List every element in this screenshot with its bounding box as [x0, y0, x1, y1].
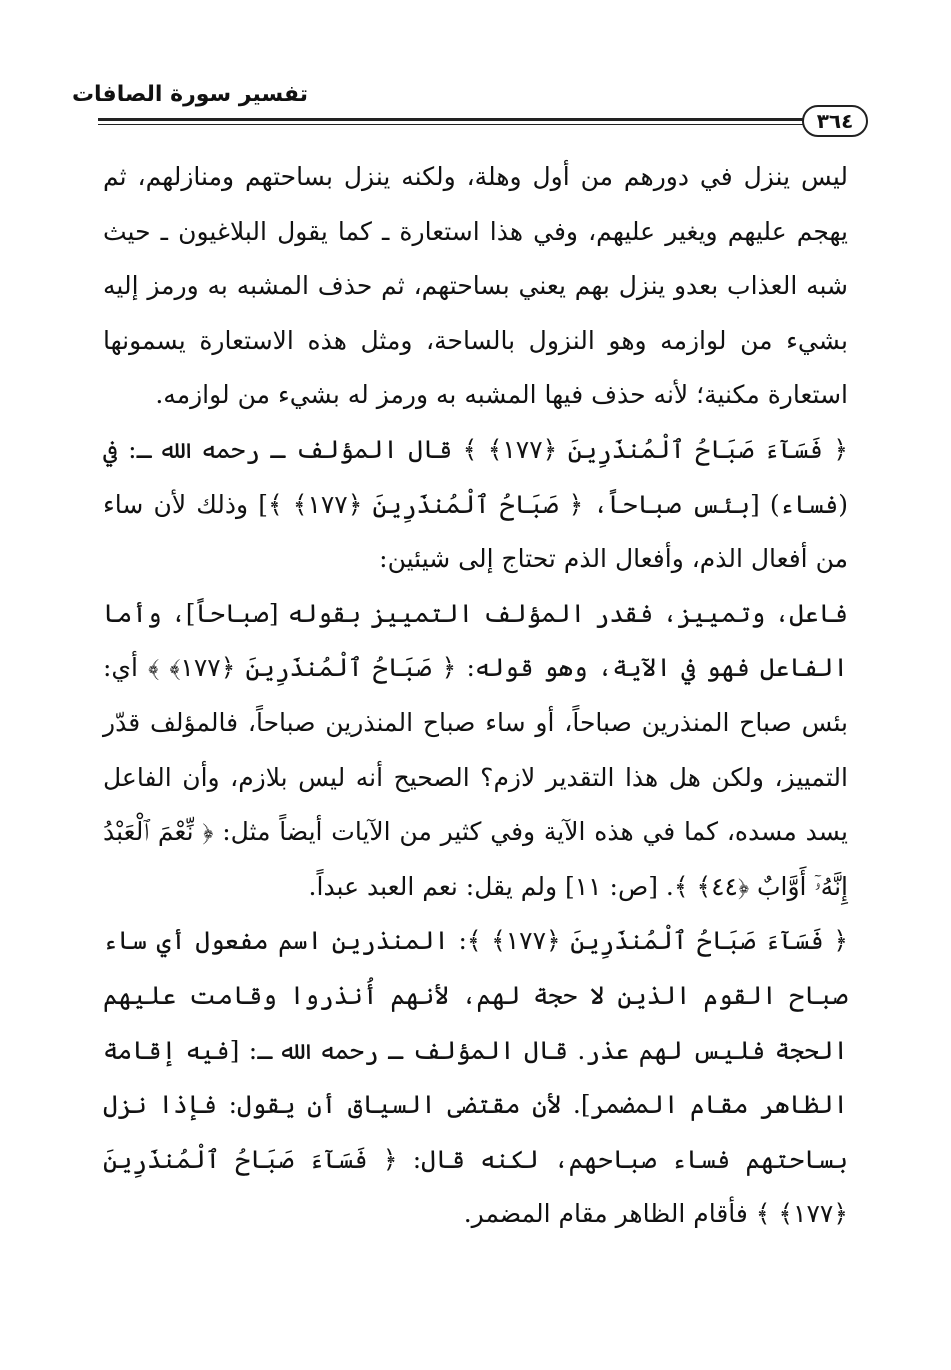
- paragraph: ليس ينزل في دورهم من أول وهلة، ولكنه ينزل بساحتهم ومنازلهم، ثم يهجم عليهم ويغير عليهم، وفي هذا استعارة ـ كما يقول البلاغيون ـ حيث شبه العذاب بعدو ينزل بهم يعني بساحتهم، ثم حذف المشبه به ورمز إليه بشيء من لوازمه وهو النزول بالساحة، ومثل هذه الاستعارة يسمونها استعارة مكنية؛ لأنه حذف فيها المشبه به ورمز له بشيء من لوازمه.: [103, 162, 848, 410]
- running-title: تفسير سورة الصافات: [71, 82, 308, 107]
- header-rule-thin: [98, 124, 806, 125]
- paragraph: فاعل، وتمييز، فقدر المؤلف التمييز بقوله [صباحاً]، وأما الفاعل فهو في الآية، وهو قوله: ﴿ صَبَاحُ ٱلْمُنذَرِينَ ﴿١٧٧﴾ ﴾ أي: بئس صباح المنذرين صباحاً، أو ساء صباح المنذرين صباحاً، فالمؤلف قدّر التمييز، ولكن هل هذا التقدير لازم؟ الصحيح أنه ليس بلازم، وأن الفاعل يسد مسده، كما في هذه الآية وفي كثير من الآيات أيضاً مثل: ﴿ نِّعْمَ ٱلْعَبْدُ إِنَّهُۥٓ أَوَّابٌ ﴿٤٤﴾ ﴾. [ص: ١١] ولم يقل: نعم العبد عبداً.: [103, 598, 848, 901]
- paragraph: ﴿ فَسَآءَ صَبَاحُ ٱلْمُنذَرِينَ ﴿١٧٧﴾ ﴾ قال المؤلف ـ رحمه الله ـ: في (فساء) [بئس صباحاً، ﴿ صَبَاحُ ٱلْمُنذَرِينَ ﴿١٧٧﴾ ﴾] وذلك لأن ساء من أفعال الذم، وأفعال الذم تحتاج إلى شيئين:: [103, 434, 848, 574]
- body-text: [103, 150, 848, 1242]
- page-number: ٣٦٤: [802, 105, 868, 137]
- paragraph: ﴿ فَسَآءَ صَبَاحُ ٱلْمُنذَرِينَ ﴿١٧٧﴾ ﴾: المنذرين اسم مفعول أي ساء صباح القوم الذين لا حجة لهم، لأنهم أُنذروا وقامت عليهم الحجة فليس لهم عذر. قال المؤلف ـ رحمه الله ـ: [فيه إقامة الظاهر مقام المضمر]. لأن مقتضى السياق أن يقول: فإذا نزل بساحتهم فساء صباحهم، لكنه قال: ﴿ فَسَآءَ صَبَاحُ ٱلْمُنذَرِينَ ﴿١٧٧﴾ ﴾ فأقام الظاهر مقام المضمر.: [103, 926, 848, 1229]
- page-header: [71, 72, 868, 134]
- header-rule: [98, 118, 808, 121]
